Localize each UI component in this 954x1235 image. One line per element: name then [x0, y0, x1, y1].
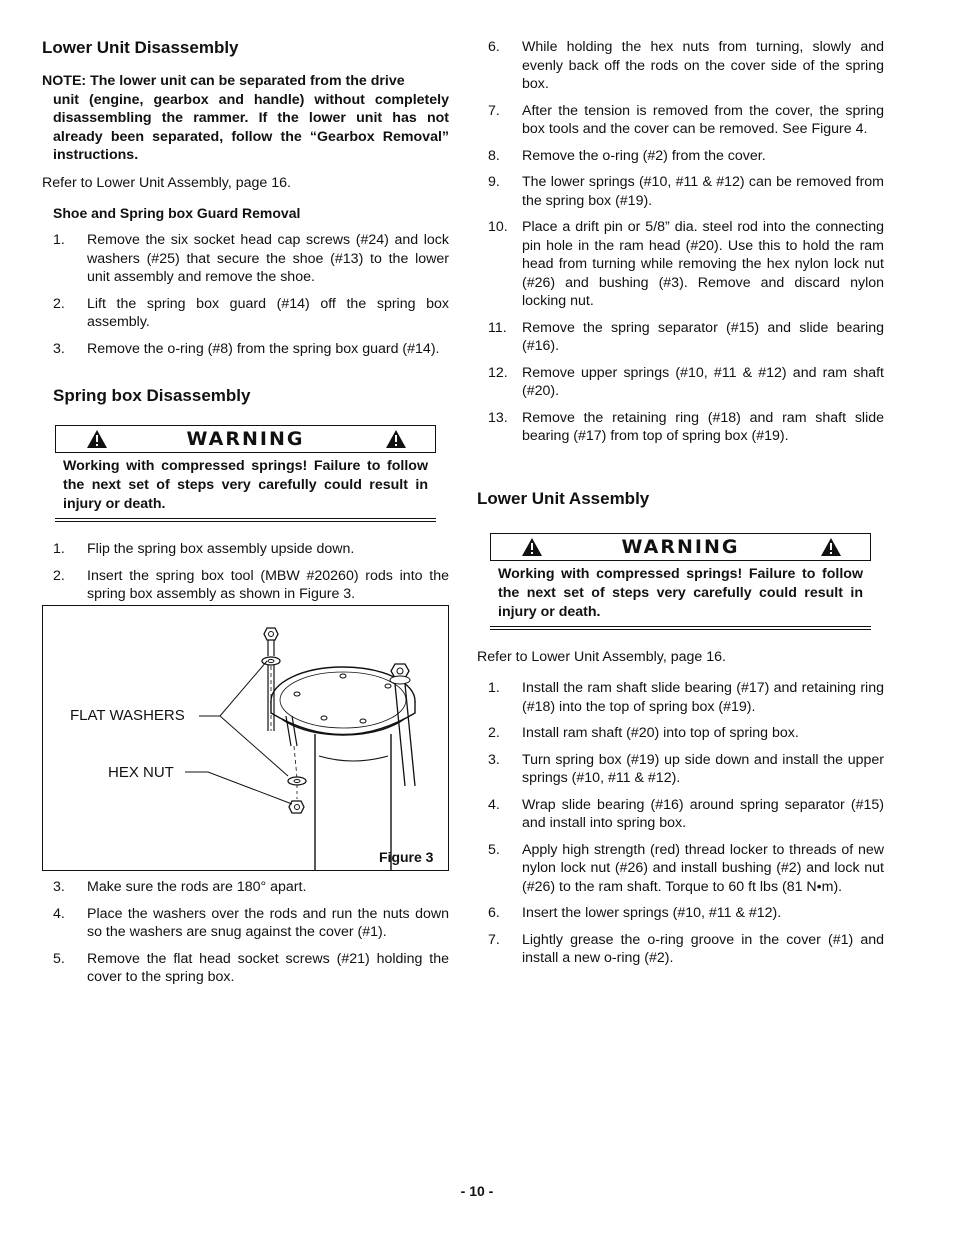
step-number: 3. — [53, 340, 65, 357]
step-text: Flip the spring box assembly upside down. — [87, 541, 355, 557]
warning-triangle-icon — [385, 429, 407, 449]
step-number: 9. — [488, 174, 500, 190]
step-item — [488, 364, 884, 401]
step-item — [53, 540, 449, 559]
lower-unit-disassembly-heading: Lower Unit Disassembly — [42, 38, 239, 57]
shoe-steps-list — [53, 231, 449, 366]
step-number: 11. — [488, 319, 507, 336]
step-number: 10. — [488, 219, 508, 235]
step-text: Wrap slide bearing (#16) around spring separator (#15) and install into spring box. — [522, 796, 884, 831]
note-rest: unit (engine, gearbox and handle) without completely disassembling the rammer. If the lower unit has not already been separated, follow the “Gearbox Removal” instructions. — [53, 91, 449, 163]
spring-box-disassembly-heading: Spring box Disassembly — [53, 386, 251, 405]
step-number: 5. — [488, 841, 500, 858]
step-number: 8. — [488, 147, 500, 164]
step-item — [488, 173, 884, 210]
spring-steps-list-b — [53, 878, 449, 995]
step-text: Place the washers over the rods and run the nuts down so the washers are snug against the cover (#1). — [87, 905, 449, 940]
step-text: Install the ram shaft slide bearing (#17) and retaining ring (#18) into the top of spring box (#19). — [522, 680, 884, 715]
step-text: While holding the hex nuts from turning, slowly and evenly back off the rods on the cover side of the spring box. — [522, 39, 884, 92]
step-number: 5. — [53, 950, 65, 967]
refer-text: Refer to Lower Unit Assembly, page 16. — [477, 649, 726, 665]
step-text: After the tension is removed from the cover, the spring box tools and the cover can be removed. See Figure 4. — [522, 102, 884, 137]
step-text: Remove the spring separator (#15) and slide bearing (#16). — [522, 319, 884, 354]
step-item — [488, 841, 884, 897]
right-steps-list-b — [488, 679, 884, 976]
warning-header — [490, 533, 871, 561]
figure-caption: Figure 3 — [379, 849, 434, 865]
step-item — [488, 102, 884, 139]
step-item — [53, 567, 449, 604]
step-text: Remove the retaining ring (#18) and ram shaft slide bearing (#17) from top of spring box (#19). — [522, 409, 884, 444]
flat-washers-label: FLAT WASHERS — [70, 707, 185, 724]
step-text: Remove the flat head socket screws (#21) holding the cover to the spring box. — [87, 950, 449, 985]
step-text: Insert the lower springs (#10, #11 & #12). — [522, 905, 782, 921]
step-text: Make sure the rods are 180° apart. — [87, 879, 307, 895]
step-item — [488, 724, 884, 743]
step-number: 2. — [53, 295, 65, 312]
step-item — [488, 38, 884, 94]
step-number: 6. — [488, 905, 500, 921]
right-steps-list-a — [488, 38, 884, 454]
step-text: Lift the spring box guard (#14) off the spring box assembly. — [87, 295, 449, 330]
spring-steps-list-a — [53, 540, 449, 612]
step-number: 1. — [488, 680, 500, 696]
step-text: Turn spring box (#19) up side down and install the upper springs (#10, #11 & #12). — [522, 751, 884, 786]
step-item — [488, 147, 884, 166]
step-number: 1. — [53, 232, 65, 248]
warning-box — [55, 425, 436, 522]
warning-title: WARNING — [186, 428, 305, 450]
warning-text: Working with compressed springs! Failure to follow the next set of steps very carefully could result in injury or death. — [63, 458, 428, 512]
warning-divider — [490, 626, 871, 630]
step-number: 1. — [53, 541, 65, 557]
warning-title: WARNING — [621, 536, 740, 558]
step-number: 7. — [488, 102, 500, 119]
note-block — [42, 72, 449, 165]
step-item — [53, 950, 449, 987]
refer-text: Refer to Lower Unit Assembly, page 16. — [42, 175, 291, 191]
step-number: 4. — [53, 905, 65, 922]
step-text: Remove the o-ring (#2) from the cover. — [522, 147, 766, 164]
note-line1: NOTE: The lower unit can be separated from the drive — [42, 73, 405, 89]
figure-3 — [42, 605, 449, 871]
step-item — [488, 931, 884, 968]
step-text: Remove the six socket head cap screws (#24) and lock washers (#25) that secure the shoe (#13) to the lower unit assembly and remove the shoe. — [87, 232, 449, 285]
page-number: - 10 - — [460, 1183, 494, 1199]
warning-triangle-icon — [820, 537, 842, 557]
step-item — [53, 905, 449, 942]
step-number: 2. — [53, 567, 65, 584]
step-text: Remove the o-ring (#8) from the spring box guard (#14). — [87, 340, 440, 357]
shoe-guard-heading: Shoe and Spring box Guard Removal — [53, 205, 301, 221]
step-item — [488, 679, 884, 716]
step-text: The lower springs (#10, #11 & #12) can be removed from the spring box (#19). — [522, 174, 884, 209]
step-text: Lightly grease the o-ring groove in the cover (#1) and install a new o-ring (#2). — [522, 931, 884, 966]
step-item — [488, 319, 884, 356]
step-item — [53, 295, 449, 332]
step-item — [53, 878, 449, 897]
step-number: 3. — [488, 751, 500, 768]
step-item — [488, 218, 884, 311]
step-item — [488, 796, 884, 833]
step-number: 13. — [488, 409, 508, 426]
step-number: 6. — [488, 39, 500, 55]
step-item — [488, 751, 884, 788]
step-number: 7. — [488, 931, 500, 948]
step-text: Apply high strength (red) thread locker to threads of new nylon lock nut (#26) and install bushing (#2) and lock nut (#26) to the ram shaft. Torque to 60 ft lbs (81 N•m). — [522, 841, 884, 895]
step-number: 3. — [53, 879, 65, 895]
hex-nut-label: HEX NUT — [108, 764, 174, 781]
step-item — [488, 904, 884, 923]
step-item — [53, 340, 449, 359]
step-text: Install ram shaft (#20) into top of spring box. — [522, 725, 799, 741]
step-number: 4. — [488, 796, 500, 813]
warning-text: Working with compressed springs! Failure to follow the next set of steps very carefully could result in injury or death. — [498, 566, 863, 620]
lower-unit-assembly-heading: Lower Unit Assembly — [477, 489, 650, 508]
step-number: 12. — [488, 364, 508, 381]
step-text: Insert the spring box tool (MBW #20260) rods into the spring box assembly as shown in Figure 3. — [87, 567, 449, 602]
step-text: Remove upper springs (#10, #11 & #12) and ram shaft (#20). — [522, 364, 884, 399]
step-item — [53, 231, 449, 287]
step-item — [488, 409, 884, 446]
step-number: 2. — [488, 725, 500, 741]
warning-box — [490, 533, 871, 630]
spring-box-tool-illustration — [43, 606, 448, 870]
warning-header — [55, 425, 436, 453]
warning-divider — [55, 518, 436, 522]
step-text: Place a drift pin or 5/8” dia. steel rod into the connecting pin hole in the ram head (#20). Use this to hold the ram head from turning while removing the hex nylon lock nut (#26) and bushing (#3). Remove and discard nylon locking nut. — [522, 219, 884, 309]
